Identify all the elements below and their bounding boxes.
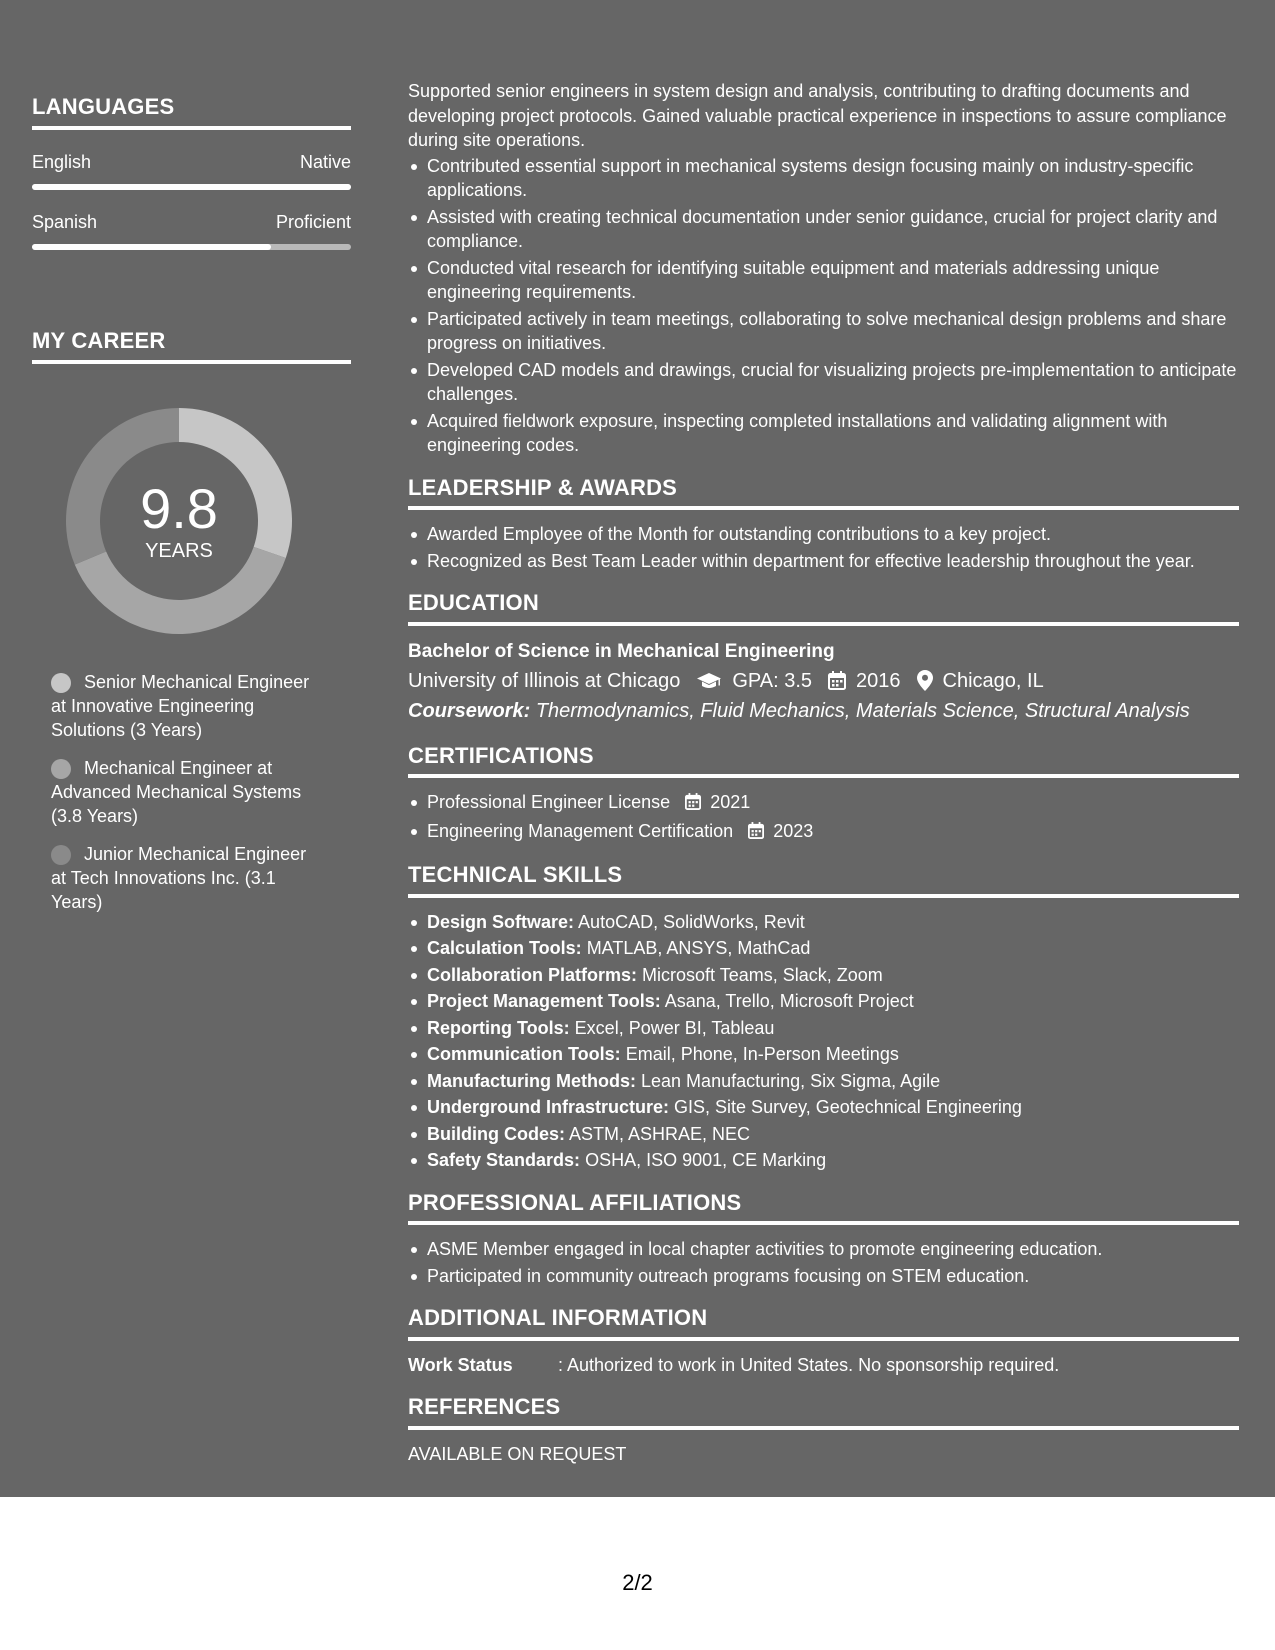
education-year: 2016 [856,669,901,692]
language-level: Native [299,152,351,172]
left-column [32,94,351,928]
skill-label: Project Management Tools: [427,991,661,1011]
language-level-fill [32,184,351,190]
education-school: University of Illinois at Chicago [408,669,681,692]
list-item: Acquired fieldwork exposure, inspecting completed installations and validating alignment with engineering codes. [408,409,1239,458]
career-total-years: 9.8 [140,476,218,540]
list-item: Contributed essential support in mechanical systems design focusing mainly on industry-specific applications. [408,154,1239,203]
list-item [408,1042,1239,1067]
language-spanish [32,212,351,250]
references-title: REFERENCES [408,1395,1239,1430]
education-gpa: GPA: 3.5 [732,669,813,692]
skills-list [408,910,1239,1173]
career-legend-label: Mechanical Engineer at Advanced Mechanical Systems (3.8 Years) [51,758,302,826]
language-name: Spanish [32,212,98,232]
skill-value: Lean Manufacturing, Six Sigma, Agile [641,1070,941,1091]
skill-value: Asana, Trello, Microsoft Project [664,991,914,1011]
references-text: AVAILABLE ON REQUEST [408,1443,627,1464]
skill-label: Calculation Tools: [427,938,582,958]
page-number: 2/2 [622,1570,653,1595]
career-donut-chart [66,408,292,634]
list-item: Assisted with creating technical documentation under senior guidance, crucial for project clarity and compliance. [408,205,1239,254]
leadership-title: LEADERSHIP & AWARDS [408,476,1239,511]
career-legend-item [51,842,326,914]
education-title: EDUCATION [408,591,1239,626]
donut-center [66,408,292,634]
certification-name: Engineering Management Certification [427,820,734,841]
skill-value: AutoCAD, SolidWorks, Revit [578,911,805,932]
skill-value: Email, Phone, In-Person Meetings [625,1044,899,1064]
list-item [408,1148,1239,1173]
calendar-icon [748,821,764,846]
legend-dot-icon [51,759,71,779]
list-item [408,963,1239,988]
work-status-label: Work Status [408,1354,513,1375]
calendar-icon [828,671,846,690]
list-item [408,1016,1239,1041]
graduation-cap-icon [696,672,722,690]
list-item: Awarded Employee of the Month for outstanding contributions to a key project. [408,522,1239,547]
skill-label: Design Software: [427,911,575,932]
list-item [408,819,1239,846]
skill-label: Communication Tools: [427,1044,621,1064]
list-item [408,936,1239,961]
career-legend-item [51,756,326,828]
education-details [408,666,1239,696]
list-item [408,1122,1239,1147]
work-status-value: : Authorized to work in United States. No sponsorship required. [558,1354,1060,1375]
list-item: Participated actively in team meetings, collaborating to solve mechanical design problems and share progress on initiatives. [408,307,1239,356]
list-item: ASME Member engaged in local chapter activities to promote engineering education. [408,1237,1239,1262]
list-item: Developed CAD models and drawings, crucial for visualizing projects pre-implementation to anticipate challenges. [408,358,1239,407]
language-level-bar [32,244,351,250]
career-total-unit: YEARS [145,539,213,562]
list-item [408,910,1239,935]
affiliations-list [408,1237,1239,1288]
certification-year: 2021 [710,792,751,812]
career-legend-item [51,670,326,742]
coursework-label: Coursework: [408,699,531,722]
skill-label: Building Codes: [427,1123,565,1144]
skill-label: Reporting Tools: [427,1017,570,1038]
right-column [408,79,1239,1466]
experience-bullets [408,154,1239,458]
list-item: Recognized as Best Team Leader within department for effective leadership throughout the year. [408,549,1239,574]
list-item [408,989,1239,1014]
skills-title: TECHNICAL SKILLS [408,863,1239,898]
language-name: English [32,152,92,172]
certifications-list [408,790,1239,845]
list-item [408,1069,1239,1094]
coursework-value: Thermodynamics, Fluid Mechanics, Materials Science, Structural Analysis [535,699,1190,722]
skill-label: Underground Infrastructure: [427,1097,670,1117]
skill-value: GIS, Site Survey, Geotechnical Engineering [674,1097,1022,1117]
legend-dot-icon [51,845,71,865]
education-location: Chicago, IL [942,669,1044,692]
calendar-icon [685,792,701,817]
location-pin-icon [917,670,933,691]
education-coursework [408,696,1239,726]
list-item [408,790,1239,817]
skill-label: Collaboration Platforms: [427,964,638,985]
education-degree: Bachelor of Science in Mechanical Engineering [408,640,835,662]
legend-dot-icon [51,673,71,693]
language-english [32,152,351,190]
certifications-title: CERTIFICATIONS [408,744,1239,779]
language-level: Proficient [275,212,351,232]
experience-intro: Supported senior engineers in system design and analysis, contributing to drafting documents and developing project protocols. Gained valuable practical experience in inspections to assure compliance during site operations. [408,81,1227,150]
list-item [408,1095,1239,1120]
skill-value: Excel, Power BI, Tableau [574,1017,775,1038]
language-level-fill [32,244,271,250]
additional-info-title: ADDITIONAL INFORMATION [408,1306,1239,1341]
list-item: Conducted vital research for identifying suitable equipment and materials addressing unique engineering requirements. [408,256,1239,305]
skill-value: ASTM, ASHRAE, NEC [569,1123,751,1144]
skill-label: Safety Standards: [427,1150,581,1170]
skill-value: MATLAB, ANSYS, MathCad [586,938,811,958]
skill-value: Microsoft Teams, Slack, Zoom [642,964,883,985]
languages-title: LANGUAGES [32,94,351,130]
certification-name: Professional Engineer License [427,792,671,812]
list-item: Participated in community outreach programs focusing on STEM education. [408,1264,1239,1289]
career-title: MY CAREER [32,328,351,364]
affiliations-title: PROFESSIONAL AFFILIATIONS [408,1191,1239,1226]
skill-label: Manufacturing Methods: [427,1070,636,1091]
career-legend-label: Junior Mechanical Engineer at Tech Innovations Inc. (3.1 Years) [51,844,307,912]
career-legend-label: Senior Mechanical Engineer at Innovative Engineering Solutions (3 Years) [51,672,310,740]
certification-year: 2023 [773,820,814,841]
skill-value: OSHA, ISO 9001, CE Marking [585,1150,827,1170]
career-legend [51,670,326,914]
work-status-row [408,1353,1239,1378]
leadership-list [408,522,1239,573]
language-level-bar [32,184,351,190]
